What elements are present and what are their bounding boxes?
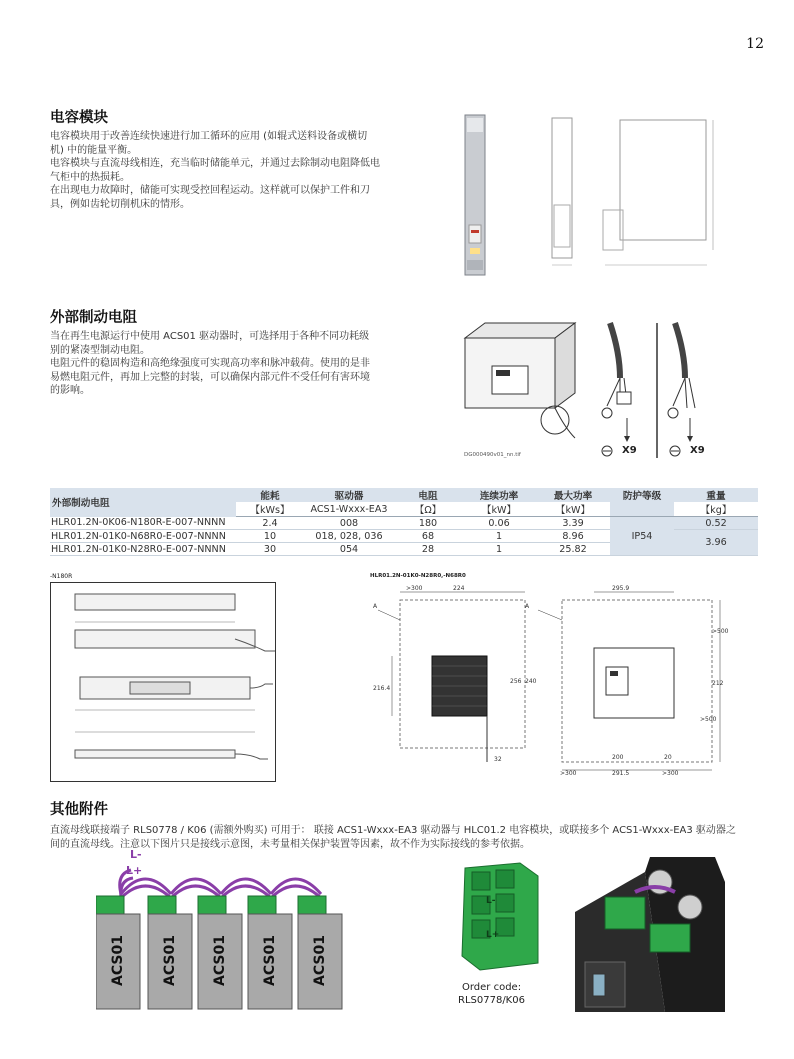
cell-continuous-power: 1 [462,530,536,543]
header-max-power: 最大功率 [536,488,610,502]
acs01-module-label: ACS01 [312,935,328,986]
capacitor-text [50,130,410,212]
resistor-line: 电阻元件的稳固构造和高绝缘强度可实现高功率和脉冲载荷。使用的是非 [50,358,370,370]
cell-resistance: 28 [394,543,462,556]
dim-291-5: 291.5 [612,770,630,777]
cell-drive: 018, 028, 036 [304,530,394,543]
cell-weight: 0.52 [674,517,758,530]
x9-cable-drawings [595,318,725,463]
table-row [50,517,758,530]
drawing-label-n68r0: HLR01.2N-01K0-N28R0,-N68R0 [370,573,466,579]
header-resistance: 电阻 [394,488,462,502]
unit-continuous-power: 【kW】 [462,502,536,517]
cell-max-power: 8.96 [536,530,610,543]
cell-continuous-power: 1 [462,543,536,556]
acs01-module-label: ACS01 [262,935,278,986]
dim-500-bottom: >500 [700,716,717,723]
connector-l-plus: L+ [486,930,500,940]
acs01-module-label: ACS01 [110,935,126,986]
drawing-label-n180r: -N180R [50,573,73,580]
cell-resistance: 68 [394,530,462,543]
cell-weight: 3.96 [674,530,758,556]
cell-model: HLR01.2N-0K06-N180R-E-007-NNNN [50,517,236,530]
capacitor-line: 电容模块用于改善连续快速进行加工循环的应用 (如辊式送料设备或横切 [50,131,368,142]
l-minus-label: L- [130,848,142,861]
accessories-line: 直流母线联接端子 RLS0778 / K06 (需额外购买) 可用于： 联接 ACS1-Wxxx-EA3 驱动器与 HLC01.2 电容模块，或联接多个 ACS1-Wxxx-EA3 驱动器之 [50,825,736,836]
unit-protection [610,502,674,517]
accessories-title: 其他附件 [50,802,108,818]
unit-energy: 【kWs】 [236,502,304,517]
dc-bus-wiring-diagram [96,848,356,1012]
header-weight: 重量 [674,488,758,502]
capacitor-line: 电容模块与直流母线相连，充当临时储能单元，并通过去除制动电阻降低电 [50,158,380,170]
dim-295-9: 295.9 [612,585,630,592]
dim-240: 240 [525,678,537,685]
unit-resistance: 【Ω】 [394,502,462,517]
acs01-module-label: ACS01 [162,935,178,986]
resistor-spec-table [50,488,758,556]
order-code-label: Order code: [462,982,522,993]
dim-200: 200 [612,754,624,761]
cell-model: HLR01.2N-01K0-N68R0-E-007-NNNN [50,530,236,543]
connector-l-minus: L- [486,896,496,906]
cell-drive: 008 [304,517,394,530]
resistor-line: 当在再生电源运行中使用 ACS01 驱动器时，可选择用于各种不同功耗级 [50,331,370,342]
dim-224: 224 [453,585,465,592]
resistor-line: 易燃电阻元件，再加上完整的封装，可以确保内部元件不受任何有害环境 [50,371,370,383]
resistor-line: 别的紧凑型制动电阻。 [50,344,150,356]
cell-continuous-power: 0.06 [462,517,536,530]
dim-300-right: >300 [662,770,679,777]
cell-resistance: 180 [394,517,462,530]
resistor-text [50,330,410,398]
header-model: 外部制动电阻 [50,488,236,517]
cell-energy: 30 [236,543,304,556]
capacitor-line: 在出现电力故障时，储能可实现受控回程运动。这样就可以保护工件和刀 [50,185,370,197]
header-protection: 防护等级 [610,488,674,502]
n68r0-dimension-drawing [370,582,740,782]
accessories-text [50,824,770,851]
header-continuous-power: 连续功率 [462,488,536,502]
n180r-dimension-drawing [50,582,276,782]
cell-max-power: 25.82 [536,543,610,556]
resistor-line: 的影响。 [50,385,90,397]
cell-energy: 10 [236,530,304,543]
dim-216: 216.4 [373,685,391,692]
cell-model: HLR01.2N-01K0-N28R0-E-007-NNNN [50,543,236,556]
x9-label-left: X9 [622,445,637,456]
cell-drive: 054 [304,543,394,556]
cell-energy: 2.4 [236,517,304,530]
page-number: 12 [746,36,764,52]
dim-32: 32 [494,756,502,763]
capacitor-title: 电容模块 [50,110,108,126]
header-energy: 能耗 [236,488,304,502]
dim-a-right: A [525,603,530,610]
dim-212: 212 [712,680,724,687]
unit-drive: ACS1-Wxxx-EA3 [304,502,394,517]
dim-500-top: >500 [712,628,729,635]
acs01-module-label: ACS01 [212,935,228,986]
unit-weight: 【kg】 [674,502,758,517]
header-drive: 驱动器 [304,488,394,502]
capacitor-line: 机) 中的能量平衡。 [50,144,138,156]
capacitor-line: 具，例如齿轮切削机床的情形。 [50,198,190,210]
dim-300-top: >300 [406,585,423,592]
unit-max-power: 【kW】 [536,502,610,517]
dim-a-left: A [373,603,378,610]
capacitor-line: 气柜中的热损耗。 [50,171,130,183]
resistor-image-caption: DG000490v01_nn.tif [464,452,521,458]
order-code-value: RLS0778/K06 [458,995,525,1006]
resistor-title: 外部制动电阻 [50,310,137,326]
dim-20: 20 [664,754,672,761]
rls0778-connector-image [450,858,545,978]
dim-300-left: >300 [560,770,577,777]
accessories-line: 间的直流母线。注意以下图片只是接线示意图，未考量相关保护装置等因素，故不作为实际接线的参考依据。 [50,838,530,850]
x9-label-right: X9 [690,445,705,456]
braking-resistor-image [460,318,580,443]
l-plus-label: L+ [126,864,143,877]
table-header-row [50,488,758,502]
capacitor-module-drawings [455,110,725,280]
dim-256: 256 [510,678,522,685]
cell-max-power: 3.39 [536,517,610,530]
drive-with-connector-image [575,852,725,1012]
cell-protection: IP54 [610,517,674,556]
